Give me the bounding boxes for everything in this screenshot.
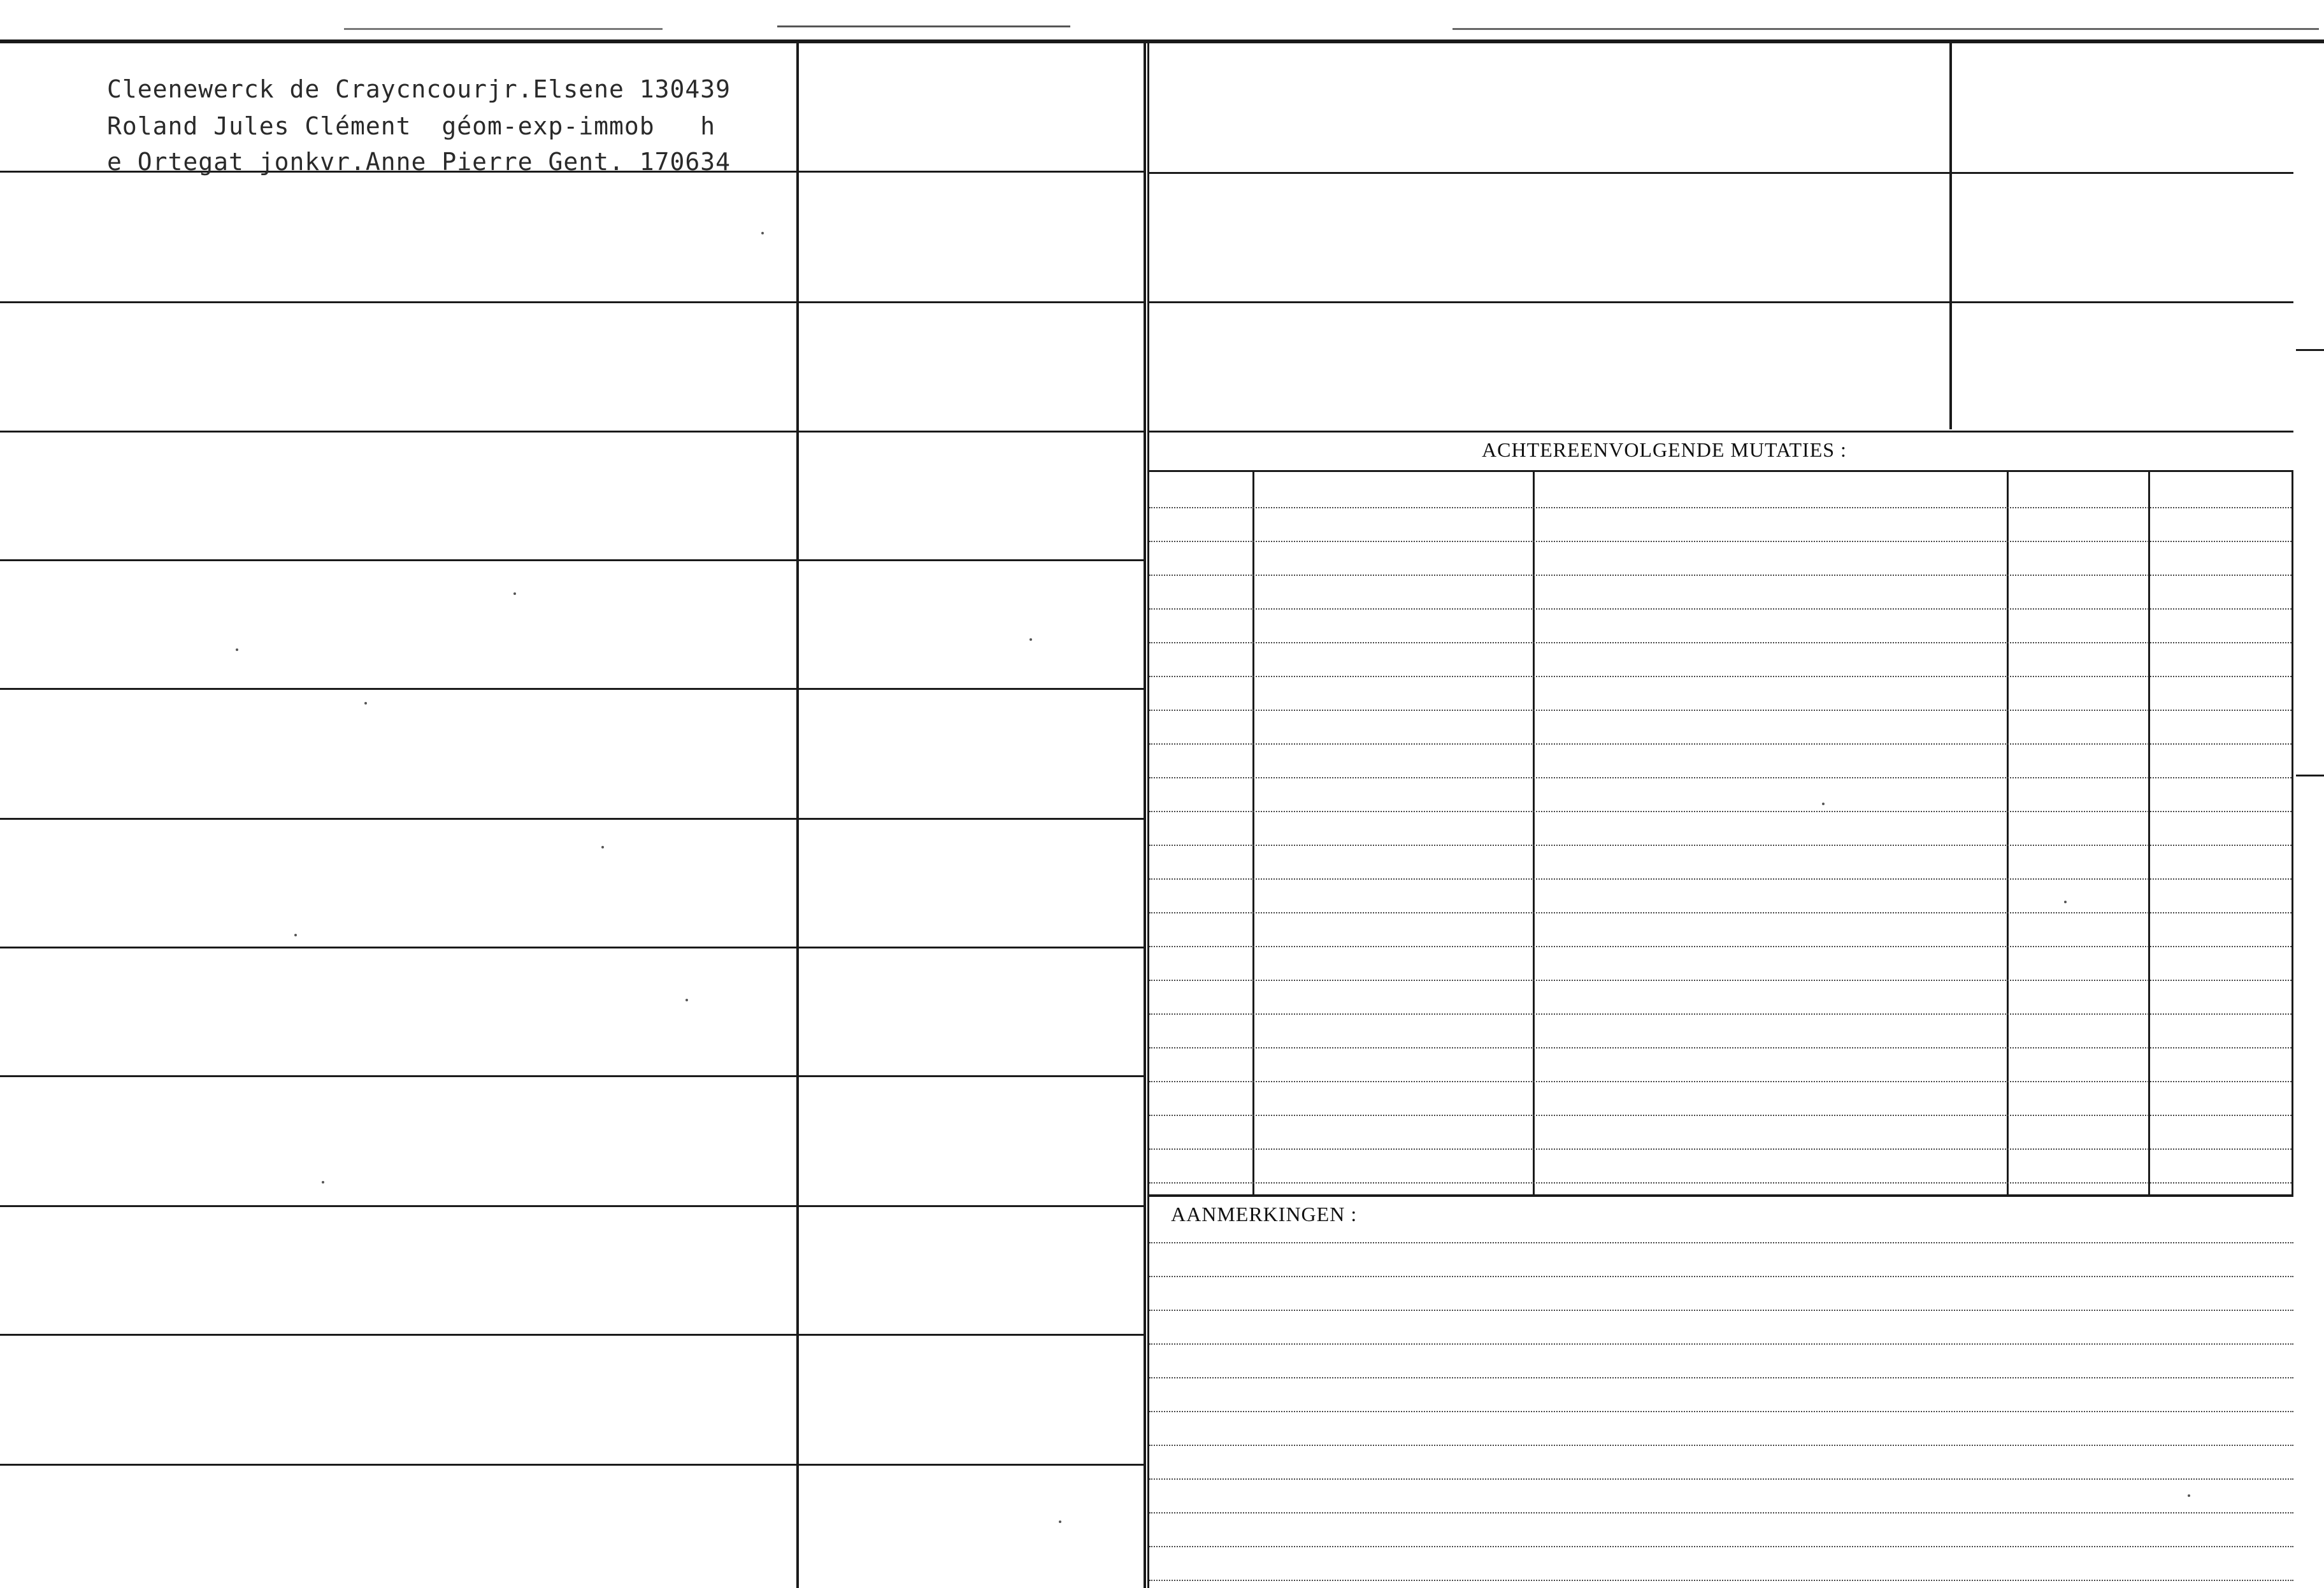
center-divider-1 xyxy=(1144,39,1146,1588)
scan-speck xyxy=(513,592,516,595)
left-row-rule xyxy=(0,1075,1145,1077)
scan-speck xyxy=(294,934,297,936)
left-row-rule xyxy=(0,1464,1145,1466)
right-top-divider xyxy=(1949,39,1952,429)
margin-tick xyxy=(2296,349,2324,351)
left-row-rule xyxy=(0,688,1145,690)
mutation-ledger-line xyxy=(1149,676,2292,677)
left-row-rule xyxy=(0,431,1145,433)
mutations-top-rule xyxy=(1149,431,2293,433)
scan-speck xyxy=(1059,1520,1061,1523)
scan-speck xyxy=(761,232,764,234)
mutations-bottom-rule xyxy=(1149,1194,2293,1197)
left-row-rule xyxy=(0,947,1145,948)
remark-ledger-line xyxy=(1149,1478,2293,1480)
mutation-ledger-line xyxy=(1149,811,2292,812)
remark-ledger-line xyxy=(1149,1343,2293,1345)
remark-ledger-line xyxy=(1149,1580,2293,1581)
mutation-ledger-line xyxy=(1149,575,2292,576)
mutations-col-divider xyxy=(2148,470,2150,1194)
mutation-ledger-line xyxy=(1149,710,2292,711)
center-divider-2 xyxy=(1147,39,1149,1588)
remark-ledger-line xyxy=(1149,1546,2293,1547)
mutations-grid-top-rule xyxy=(1149,470,2293,472)
mutation-ledger-line xyxy=(1149,1115,2292,1116)
mutation-ledger-line xyxy=(1149,878,2292,880)
mutation-ledger-line xyxy=(1149,946,2292,947)
mutation-ledger-line xyxy=(1149,541,2292,542)
scan-speck xyxy=(2064,901,2067,903)
right-top-row-rule xyxy=(1149,172,1949,174)
top-fragment-rule-1 xyxy=(344,28,663,30)
left-row-rule xyxy=(0,559,1145,561)
mutation-ledger-line xyxy=(1149,642,2292,643)
typed-entry-line: e Ortegat jonkvr.Anne Pierre Gent. 170634 xyxy=(107,148,731,176)
mutation-ledger-line xyxy=(1149,777,2292,778)
remarks-heading: AANMERKINGEN : xyxy=(1171,1203,1358,1226)
left-row-rule xyxy=(0,301,1145,303)
remark-ledger-line xyxy=(1149,1276,2293,1277)
right-top-row-rule xyxy=(1149,301,1949,303)
left-row-rule xyxy=(0,1205,1145,1207)
remark-ledger-line xyxy=(1149,1377,2293,1378)
mutation-ledger-line xyxy=(1149,1047,2292,1048)
remark-ledger-line xyxy=(1149,1310,2293,1311)
mutation-ledger-line xyxy=(1149,1182,2292,1184)
mutation-ledger-line xyxy=(1149,1148,2292,1150)
mutations-col-divider xyxy=(1533,470,1535,1194)
remark-ledger-line xyxy=(1149,1242,2293,1243)
left-row-rule xyxy=(0,1334,1145,1336)
mutations-col-divider xyxy=(2007,470,2009,1194)
remark-ledger-line xyxy=(1149,1411,2293,1412)
mutation-ledger-line xyxy=(1149,1081,2292,1082)
left-row-rule xyxy=(0,818,1145,820)
typed-entry-line: Roland Jules Clément géom-exp-immob h xyxy=(107,112,716,140)
scan-speck xyxy=(364,702,367,705)
mutation-ledger-line xyxy=(1149,912,2292,913)
top-border-rule xyxy=(0,39,2324,43)
mutations-right-border xyxy=(2292,470,2293,1194)
scan-speck xyxy=(1029,638,1032,641)
mutation-ledger-line xyxy=(1149,980,2292,981)
scan-speck xyxy=(601,846,604,848)
scan-speck xyxy=(2188,1494,2190,1497)
scan-speck xyxy=(236,648,238,651)
mutation-ledger-line xyxy=(1149,743,2292,745)
top-fragment-rule-2 xyxy=(777,25,1070,27)
margin-tick xyxy=(2296,775,2324,776)
left-column-divider xyxy=(796,39,799,1588)
right-top-row-rule xyxy=(1952,301,2293,303)
mutation-ledger-line xyxy=(1149,845,2292,846)
remark-ledger-line xyxy=(1149,1512,2293,1513)
remark-ledger-line xyxy=(1149,1445,2293,1446)
scan-speck xyxy=(685,999,688,1001)
scan-speck xyxy=(1822,803,1825,805)
typed-entry-line: Cleenewerck de Craycncourjr.Elsene 130439 xyxy=(107,75,731,103)
mutation-ledger-line xyxy=(1149,507,2292,508)
mutation-ledger-line xyxy=(1149,1013,2292,1015)
mutations-heading: ACHTEREENVOLGENDE MUTATIES : xyxy=(1482,438,1847,461)
scan-speck xyxy=(322,1181,324,1184)
mutations-col-divider xyxy=(1252,470,1254,1194)
right-top-row-rule xyxy=(1952,172,2293,174)
mutation-ledger-line xyxy=(1149,608,2292,610)
top-fragment-rule-3 xyxy=(1452,28,2319,30)
